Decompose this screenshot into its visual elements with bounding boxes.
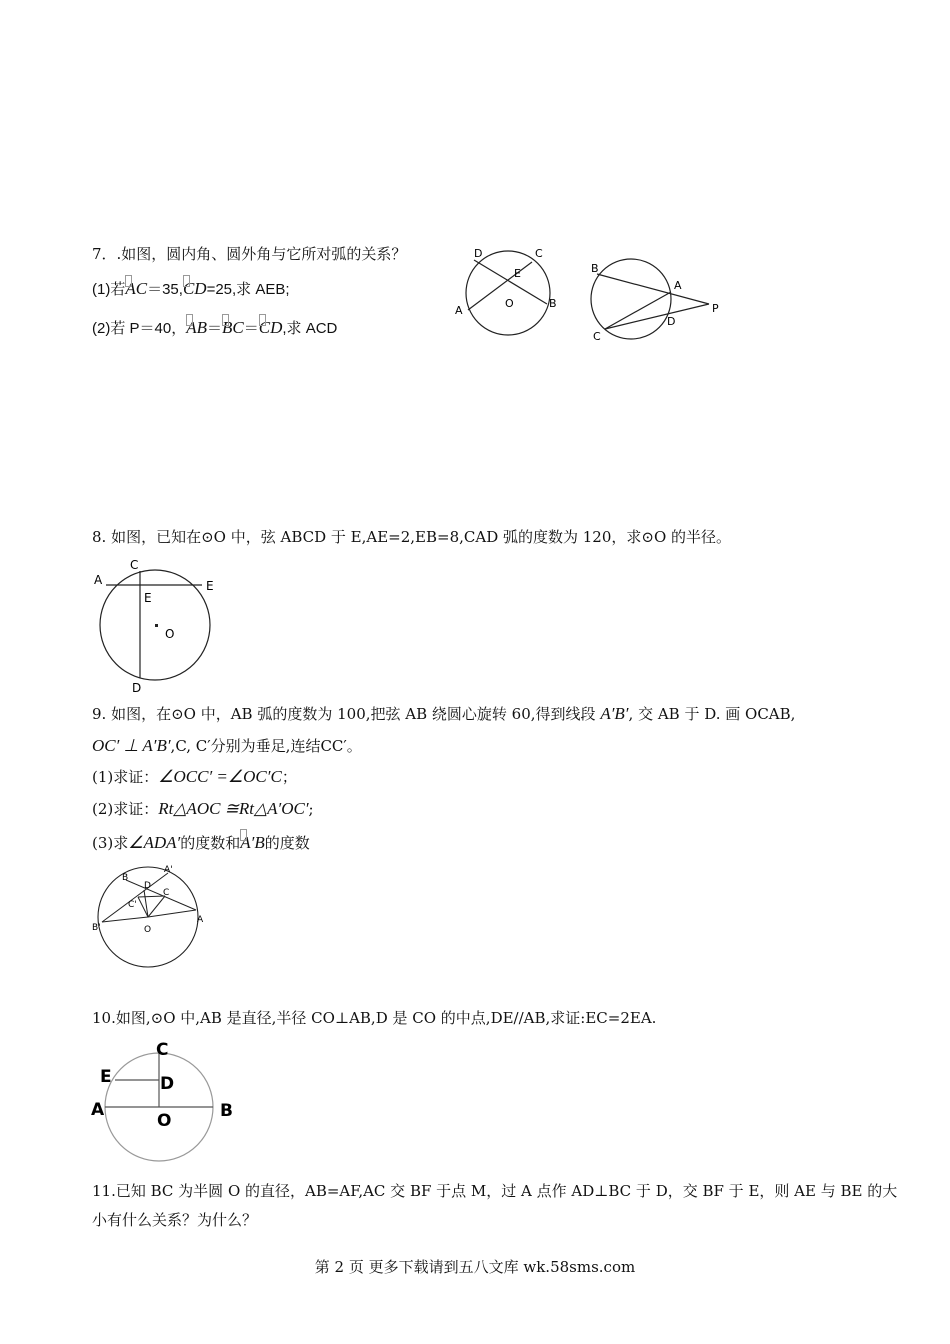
fig2-label-c: C	[593, 330, 601, 343]
q9-perpendicular: OC′ ⊥ A′B′	[92, 736, 171, 755]
q7-part2-tail: ,求 ACD	[282, 320, 338, 337]
q7-part2-prefix: (2)若 P＝40，	[92, 320, 187, 337]
fig10-label-e: E	[100, 1067, 112, 1087]
q9-part1-end: ；	[281, 768, 297, 786]
q7-part1-eq1: ＝35,	[147, 281, 183, 298]
q9-line1-start: 9. 如图，在⊙O 中，AB 弧的度数为 100,把弦 AB 绕圆心旋转 60,得到线段	[92, 705, 596, 723]
q7-figure-inscribed	[450, 240, 570, 345]
fig2-label-b: B	[591, 262, 599, 275]
q7-part2-eq2: ＝	[243, 320, 259, 337]
q9-line2	[92, 736, 362, 756]
arc-cd-2: CD	[258, 318, 283, 337]
fig2-label-a: A	[674, 279, 682, 292]
fig2-label-p: P	[712, 302, 719, 315]
arc-ac: AC	[125, 279, 148, 298]
page-footer: 第 2 页 更多下载请到五八文库 wk.58sms.com	[314, 1258, 636, 1276]
q7-title: 7．.如图，圆内角、圆外角与它所对弧的关系？	[92, 245, 407, 263]
fig1-label-b: B	[549, 297, 557, 310]
q9-part1-prefix: (1)求证：	[92, 768, 159, 786]
q9-part2-prefix: (2)求证：	[92, 800, 159, 818]
fig10-label-b: B	[220, 1101, 233, 1121]
q9-segment-a1b1: A′B′	[600, 704, 629, 723]
q7-part1	[92, 279, 290, 300]
fig8-label-c: C	[130, 558, 139, 572]
fig8-label-a: A	[94, 573, 103, 587]
q7-part1-prefix: (1)若	[92, 281, 126, 298]
q9-part2	[92, 799, 314, 819]
q11-line1: 11.已知 BC 为半圆 O 的直径，AB=AF,AC 交 BF 于点 M，过 A 点作 AD⊥BC 于 D，交 BF 于 E，则 AE 与 BE 的大	[92, 1182, 898, 1200]
fig8-label-d: D	[132, 681, 142, 695]
q9-line2-end: ,C, C′分别为垂足,连结CC′。	[170, 737, 362, 755]
q9-figure	[90, 862, 220, 970]
fig10-label-c: C	[156, 1040, 169, 1060]
q10-text: 10.如图,⊙O 中,AB 是直径,半径 CO⊥AB,D 是 CO 的中点,DE//AB,求证:EC=2EA.	[92, 1009, 657, 1027]
q9-line1-end: , 交 AB 于 D. 画 OCAB,	[628, 705, 796, 723]
q11-line2: 小有什么关系？为什么？	[92, 1211, 258, 1229]
q9-part1	[92, 767, 297, 787]
fig9-label-b1: B'	[92, 923, 101, 933]
q8-figure	[92, 558, 222, 698]
fig10-label-a: A	[91, 1100, 105, 1120]
fig1-label-c: C	[535, 247, 543, 260]
q9-part3-angle: ∠ADA′	[128, 833, 181, 852]
fig9-label-b: B	[122, 873, 129, 883]
fig8-label-e: E	[144, 591, 152, 605]
q9-part2-end: ;	[308, 800, 314, 818]
fig1-label-o: O	[505, 297, 514, 310]
fig9-label-a: A	[197, 915, 204, 925]
q9-part3-prefix: (3)求	[92, 834, 129, 852]
q7-part1-eq2: =25,求 AEB;	[206, 281, 290, 298]
fig10-label-d: D	[160, 1074, 175, 1094]
q9-line1	[92, 704, 795, 724]
fig9-label-a1: A'	[164, 865, 173, 875]
q9-part2-formula: Rt△AOC ≅Rt△A′OC′	[158, 799, 309, 818]
q7-part2	[92, 318, 337, 339]
fig1-label-e: E	[514, 267, 521, 280]
arc-cd: CD	[182, 279, 207, 298]
arc-bc: BC	[222, 318, 244, 337]
q7-part2-eq1: ＝	[206, 320, 222, 337]
q9-part3-mid: 的度数和	[180, 834, 241, 852]
fig1-label-a: A	[455, 304, 463, 317]
q10-figure	[90, 1038, 240, 1168]
arc-ab: AB	[186, 318, 207, 337]
fig8-label-o: O	[165, 627, 175, 641]
q9-part1-formula: ∠OCC′ =∠OC′C	[158, 767, 282, 786]
q8-text: 8. 如图，已知在⊙O 中，弦 ABCD 于 E,AE=2,EB=8,CAD 弧的度数为 120，求⊙O 的半径。	[92, 528, 732, 546]
fig8-label-e-right: E	[206, 579, 214, 593]
q7-figure-external	[585, 252, 725, 344]
q9-part3	[92, 833, 310, 853]
fig9-label-d: D	[144, 881, 151, 891]
fig9-label-o: O	[144, 925, 152, 935]
fig9-label-c: C	[163, 888, 170, 898]
fig2-label-d: D	[667, 315, 676, 328]
fig9-label-c1: C'	[128, 900, 137, 910]
arc-a1b: A′B	[240, 833, 265, 852]
fig1-label-d: D	[474, 247, 483, 260]
fig10-label-o: O	[157, 1111, 172, 1131]
q9-part3-end: 的度数	[264, 834, 310, 852]
